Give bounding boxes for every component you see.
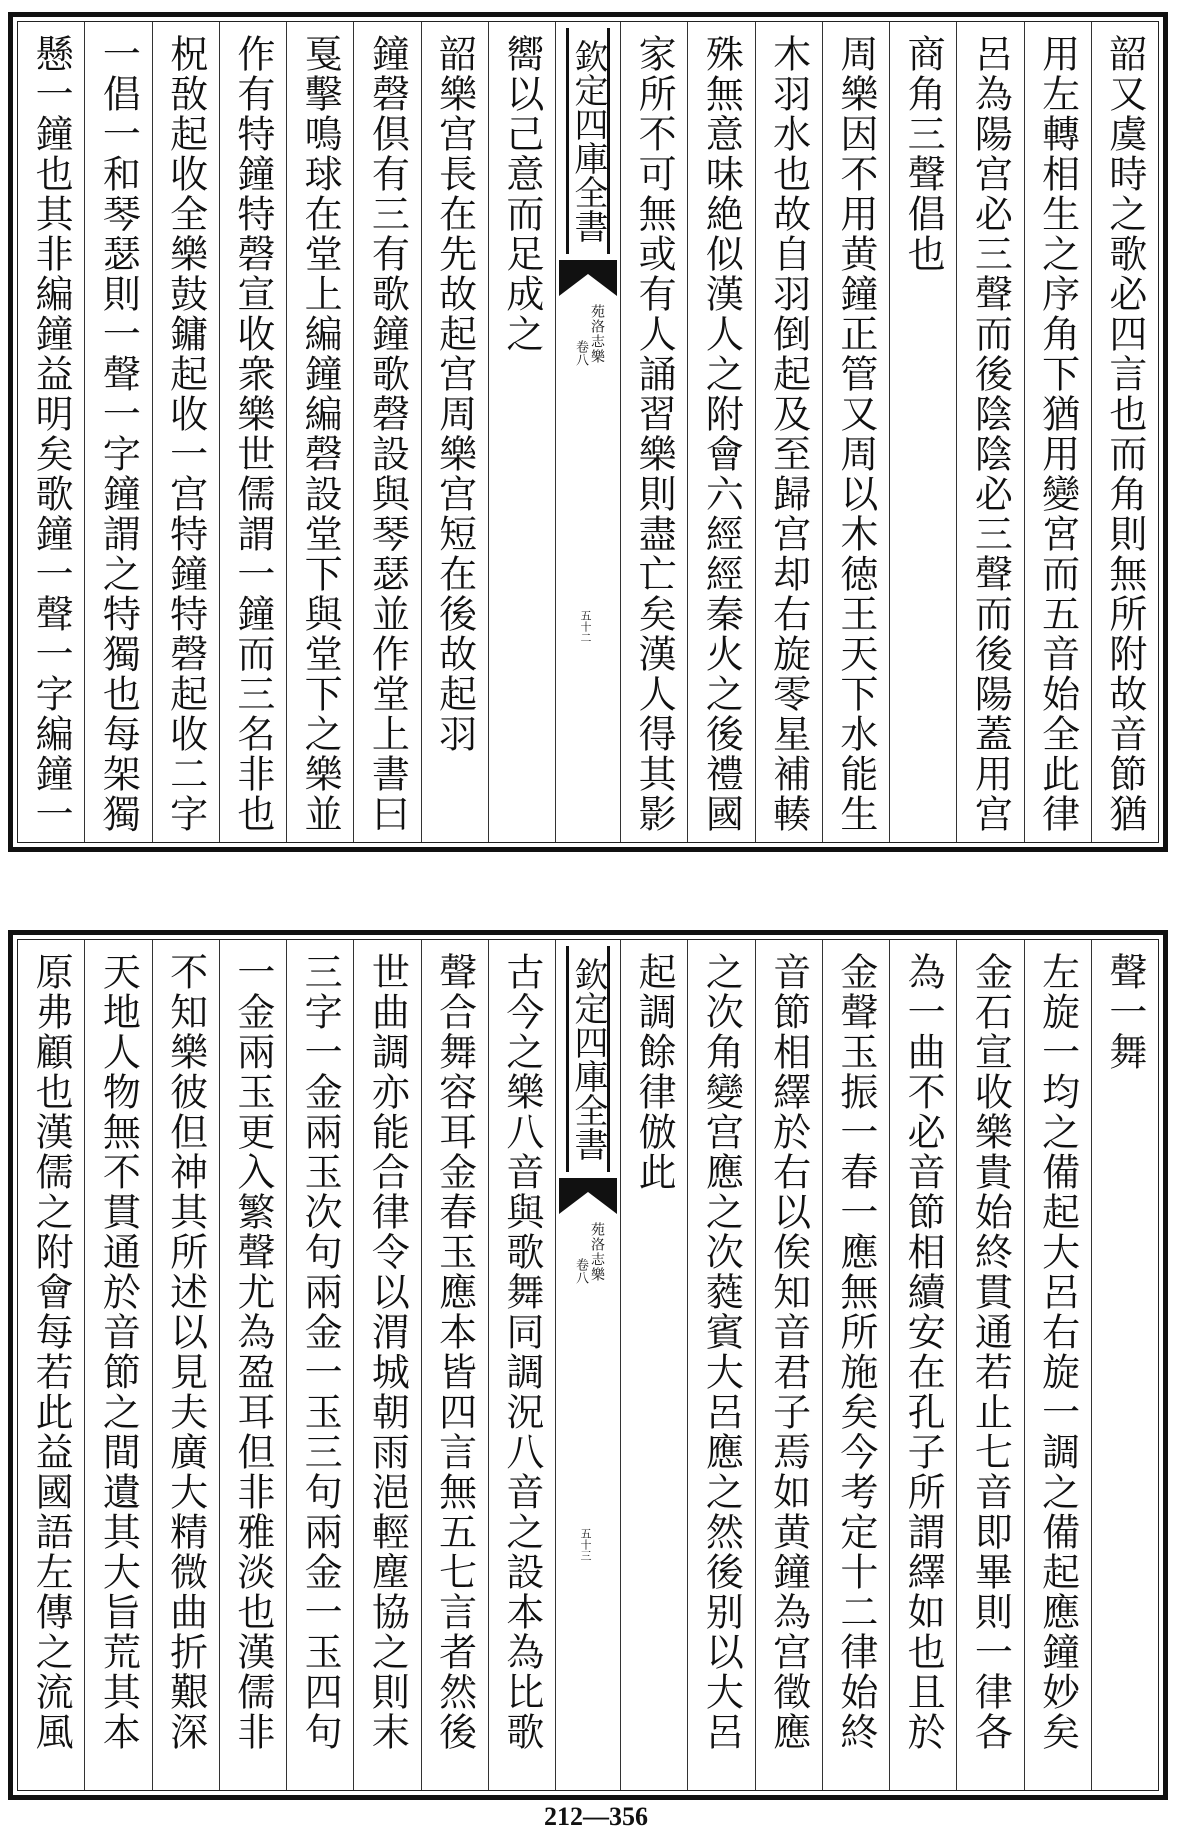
text-column: 金石宣收樂貴始終貫通若止七音即畢則一律各	[956, 940, 1023, 1790]
fold-folio-number: 五十三	[579, 1528, 592, 1561]
bottom-page-frame	[8, 930, 1168, 1800]
text-column: 之次角變宫應之次蕤賓大呂應之然後别以大呂	[687, 940, 754, 1790]
text-column: 柷敔起收全樂鼓鏞起收一宫特鐘特磬起收二字	[152, 22, 219, 842]
center-fold-column	[555, 940, 620, 1790]
text-column: 家所不可無或有人誦習樂則盡亡矣漢人得其影	[620, 22, 687, 842]
fold-folio-number: 五十二	[579, 610, 592, 643]
page-number: 212—356	[544, 1802, 648, 1831]
text-column: 呂為陽宫必三聲而後陰陰必三聲而後陽蓋用宫	[956, 22, 1023, 842]
text-column: 木羽水也故自羽倒起及至歸宫却右旋零星補輳	[755, 22, 822, 842]
fold-title: 欽定四庫全書	[566, 28, 610, 254]
top-page-columns	[17, 21, 1159, 843]
text-column: 嚮以己意而足成之	[488, 22, 555, 842]
text-column: 作有特鐘特磬宣收衆樂世儒謂一鐘而三名非也	[219, 22, 286, 842]
text-column: 為一曲不必音節相續安在孔子所謂繹如也且於	[889, 940, 956, 1790]
text-column: 天地人物無不貫通於音節之間遺其大旨荒其本	[84, 940, 151, 1790]
text-column: 原弗顧也漢儒之附會每若此益國語左傳之流風	[29, 952, 74, 1752]
text-column: 韶又虞時之歌必四言也而角則無所附故音節猶	[1091, 22, 1158, 842]
text-column: 古今之樂八音與歌舞同調況八音之設本為比歌	[488, 940, 555, 1790]
text-column: 聲一舞	[1091, 940, 1158, 1790]
text-column: 懸一鐘也其非編鐘益明矣歌鐘一聲一字編鐘一	[29, 34, 74, 834]
fold-title: 欽定四庫全書	[566, 946, 610, 1172]
text-column: 韶樂宫長在先故起宫周樂宫短在後故起羽	[421, 22, 488, 842]
text-column: 一倡一和琴瑟則一聲一字鐘謂之特獨也每架獨	[84, 22, 151, 842]
text-column: 商角三聲倡也	[889, 22, 956, 842]
text-column: 不知樂彼但神其所述以見夫廣大精微曲折艱深	[152, 940, 219, 1790]
fold-book-title: 苑洛志樂	[589, 304, 605, 364]
bottom-page-columns	[17, 939, 1159, 1791]
text-column: 三字一金兩玉次句兩金一玉三句兩金一玉四句	[286, 940, 353, 1790]
center-fold-column	[555, 22, 620, 842]
text-column: 左旋一均之備起大呂右旋一調之備起應鐘妙矣	[1024, 940, 1091, 1790]
fishtail-mark-icon	[559, 1178, 617, 1214]
text-column: 聲合舞容耳金春玉應本皆四言無五七言者然後	[421, 940, 488, 1790]
text-column: 起調餘律倣此	[620, 940, 687, 1790]
fishtail-mark-icon	[559, 260, 617, 296]
text-column: 音節相繹於右以俟知音君子焉如黄鐘為宫徵應	[755, 940, 822, 1790]
text-column: 殊無意味絶似漢人之附會六經經秦火之後禮國	[687, 22, 754, 842]
text-column: 金聲玉振一春一應無所施矣今考定十二律始終	[822, 940, 889, 1790]
fold-volume: 卷八	[573, 340, 588, 366]
text-column: 戛擊鳴球在堂上編鐘編磬設堂下與堂下之樂並	[286, 22, 353, 842]
text-column: 一金兩玉更入繁聲尤為盈耳但非雅淡也漢儒非	[219, 940, 286, 1790]
text-column: 世曲調亦能合律令以渭城朝雨浥輕塵協之則末	[353, 940, 420, 1790]
fold-volume: 卷八	[573, 1258, 588, 1284]
text-column: 用左轉相生之序角下猶用變宮而五音始全此律	[1024, 22, 1091, 842]
top-page-frame	[8, 12, 1168, 852]
text-column: 鐘磬倶有三有歌鐘歌磬設與琴瑟並作堂上書曰	[353, 22, 420, 842]
fold-book-title: 苑洛志樂	[589, 1222, 605, 1282]
text-column: 周樂因不用黄鐘正管又周以木徳王天下水能生	[822, 22, 889, 842]
